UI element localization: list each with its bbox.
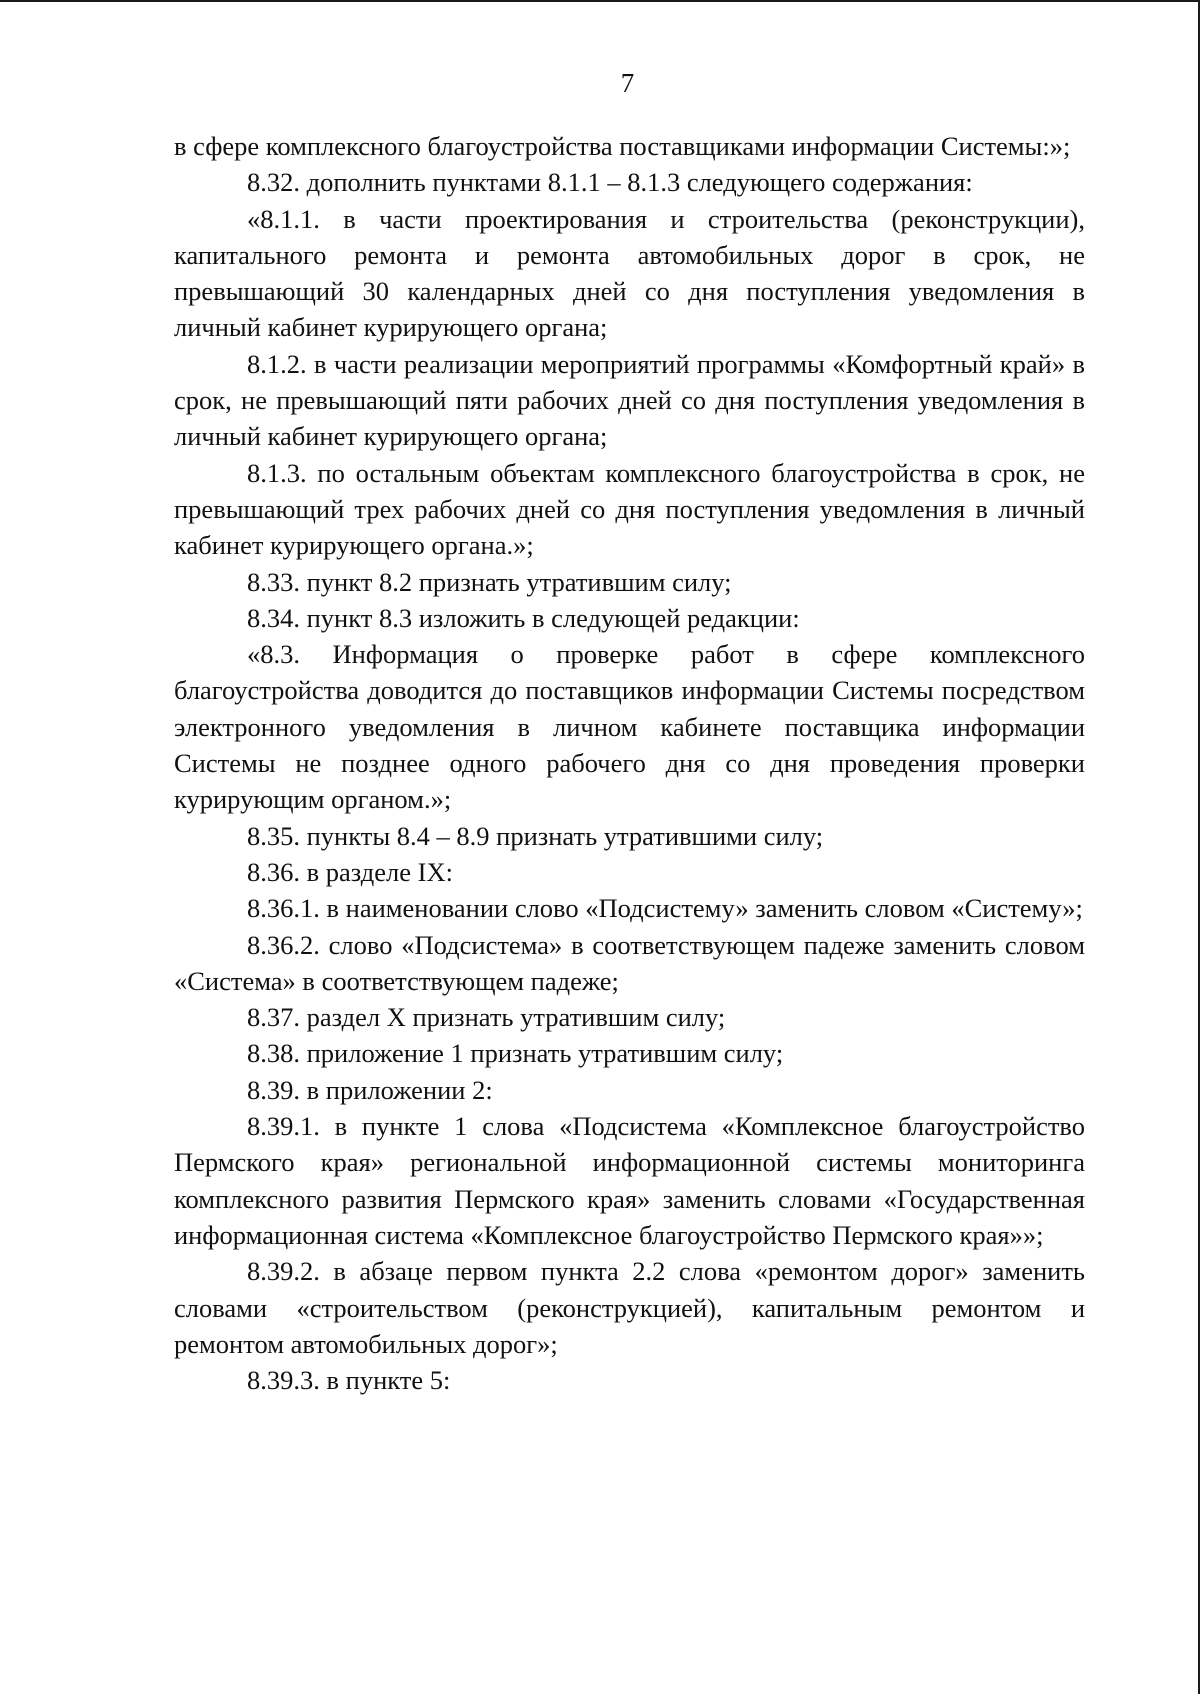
paragraph: 8.34. пункт 8.3 изложить в следующей редакции: <box>247 602 800 633</box>
paragraph: 8.38. приложение 1 признать утратившим силу; <box>247 1038 784 1069</box>
document-body <box>174 128 1085 1398</box>
page-number: 7 <box>620 68 635 98</box>
paragraph: 8.36.2. слово «Подсистема» в соответствующем падеже заменить словом «Система» в соответствующем падеже; <box>174 929 1085 996</box>
paragraph: «8.3. Информация о проверке работ в сфере комплексного благоустройства доводится до поставщиков информации Системы посредством электронного уведомления в личном кабинете поставщика информации Системы не позднее одного рабочего дня со дня проведения проверки курирующим органом.»; <box>174 639 1085 815</box>
paragraph: 8.36. в разделе IX: <box>247 856 453 887</box>
paragraph: 8.39.3. в пункте 5: <box>247 1365 451 1396</box>
paragraph: 8.1.2. в части реализации мероприятий программы «Комфортный край» в срок, не превышающий пяти рабочих дней со дня поступления уведомления в личный кабинет курирующего органа; <box>174 348 1085 452</box>
paragraph: 8.32. дополнить пунктами 8.1.1 – 8.1.3 следующего содержания: <box>247 167 973 198</box>
paragraph: 8.1.3. по остальным объектам комплексного благоустройства в срок, не превышающий трех рабочих дней со дня поступления уведомления в личный кабинет курирующего органа.»; <box>174 457 1085 561</box>
paragraph: в сфере комплексного благоустройства поставщиками информации Системы:»; <box>174 131 1071 161</box>
paragraph: 8.33. пункт 8.2 признать утратившим силу; <box>247 566 732 597</box>
paragraph: 8.39. в приложении 2: <box>247 1074 493 1105</box>
paragraph: 8.37. раздел X признать утратившим силу; <box>247 1002 726 1033</box>
paragraph: 8.39.2. в абзаце первом пункта 2.2 слова «ремонтом дорог» заменить словами «строительством (реконструкцией), капитальным ремонтом и ремонтом автомобильных дорог»; <box>174 1256 1085 1359</box>
paragraph: «8.1.1. в части проектирования и строительства (реконструкции), капитального ремонта и ремонта автомобильных дорог в срок, не превышающий 30 календарных дней со дня поступления уведомления в личный кабинет курирующего органа; <box>174 203 1085 343</box>
paragraph: 8.35. пункты 8.4 – 8.9 признать утратившими силу; <box>247 820 824 851</box>
paragraph: 8.36.1. в наименовании слово «Подсистему» заменить словом «Систему»; <box>247 893 1083 924</box>
paragraph: 8.39.1. в пункте 1 слова «Подсистема «Комплексное благоустройство Пермского края» региональной информационной системы мониторинга комплексного развития Пермского края» заменить словами «Государственная информационная система «Комплексное благоустройство Пермского края»»; <box>174 1111 1085 1250</box>
